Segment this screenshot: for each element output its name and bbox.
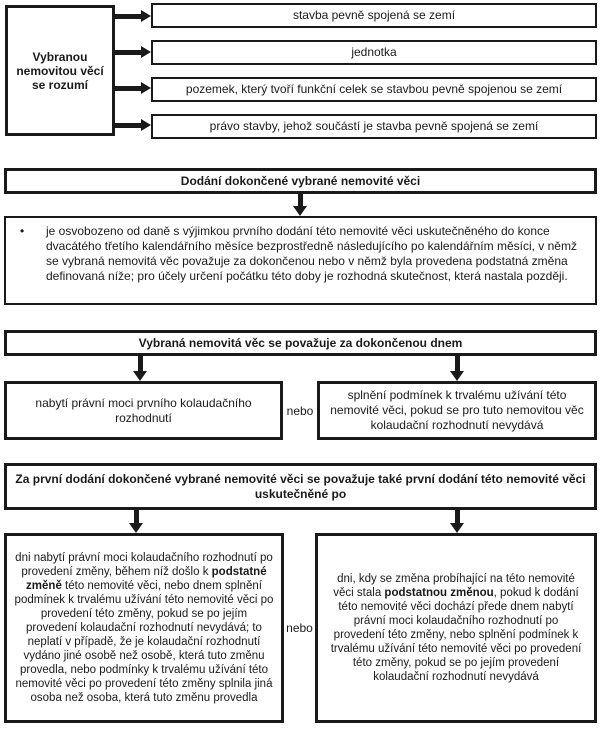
- arrow-down-icon: [129, 510, 143, 533]
- arrow-right-icon: [115, 82, 151, 94]
- arrow-down-icon: [450, 356, 464, 381]
- completion-connector: nebo: [286, 403, 314, 418]
- completion-header-box: [4, 330, 597, 356]
- first-supply-option-right-text: [328, 572, 584, 684]
- supply-detail-text: je osvobozeno od daně s výjimkou prvního dodání této nemovité věci uskutečněného do konce dvacátého třetího kalendářního měsíce bezprostředně následujícího po kalendářním měsíci, v němž se vybraná nemovitá věc považuje za dokončenou nebo v němž byla provedena podstatná změna definovaná níže; pro účely určení počátku této doby je rozhodná skutečnost, která nastala později.: [46, 224, 577, 283]
- definition-item-building-right: [151, 114, 597, 139]
- definition-item-structure: [151, 3, 597, 28]
- text-segment: dni, kdy se změna probíhající na této nemovité věci stala: [333, 573, 575, 599]
- completion-option-left-box: [4, 381, 283, 440]
- definition-item-label: pozemek, který tvoří funkční celek se stavbou pevně spojenou se zemí: [185, 82, 563, 96]
- arrow-right-icon: [115, 119, 151, 131]
- first-supply-option-left-text: [14, 551, 274, 705]
- completion-header-label: Vybraná nemovitá věc se považuje za dokončenou dnem: [138, 335, 463, 350]
- text-segment-bold: podstatnou změnou: [384, 587, 494, 599]
- text-segment: , pokud k dodání této nemovité věci dochází přede dnem nabytí právní moci kolaudačního rozhodnutí po provedení této změny, nebo splnění podmínek k trvalému užívání této nemovité věci po provedení této změny, pokud se po jejím provedení kolaudační rozhodnutí nevydává: [330, 587, 582, 683]
- definition-item-land: [151, 77, 597, 102]
- definition-item-unit: [151, 40, 597, 65]
- text-segment-bold: podstatné změně: [26, 566, 267, 592]
- supply-header-box: [4, 168, 597, 194]
- arrow-right-icon: [115, 10, 151, 22]
- definition-item-label: jednotka: [351, 45, 397, 59]
- definition-item-label: právo stavby, jehož součástí je stavba pevně spojená se zemí: [209, 119, 539, 133]
- supply-detail-box: [4, 216, 597, 305]
- completion-option-right-box: [317, 381, 597, 440]
- completion-option-right-text: splnění podmínek k trvalému užívání této nemovité věci, pokud se pro tuto nemovitou věc kolaudační rozhodnutí nevydává: [330, 388, 584, 432]
- first-supply-header-label: Za první dodání dokončené vybrané nemovité věci se považuje také první dodání této nemovité věci uskutečněné po: [15, 471, 586, 501]
- definition-source-box: [5, 5, 115, 136]
- text-segment: dni nabytí právní moci kolaudačního rozhodnutí po provedení změny, během níž došlo k: [15, 552, 273, 578]
- first-supply-connector: nebo: [286, 621, 313, 635]
- completion-option-left-text: nabytí právní moci prvního kolaudačního rozhodnutí: [35, 395, 252, 425]
- first-supply-option-right-box: [315, 533, 597, 723]
- supply-bullet-item: [20, 224, 585, 284]
- definition-source-label: Vybranou nemovitou věcí se rozumí: [16, 49, 104, 92]
- arrow-down-icon: [133, 356, 147, 381]
- first-supply-option-left-box: [4, 533, 284, 723]
- definition-item-label: stavba pevně spojená se zemí: [292, 8, 456, 22]
- arrow-down-icon: [450, 510, 464, 533]
- supply-header-label: Dodání dokončené vybrané nemovité věci: [180, 173, 421, 188]
- first-supply-header-box: [4, 463, 597, 510]
- text-segment: této nemovité věci, nebo dnem splnění podmínek k trvalému užívání této nemovité věci po provedení této změny, pokud se po jejím provedení kolaudační rozhodnutí nevydává; to neplatí v případě, že je kolaudační rozhodnutí vydáno jiné osobě než osobě, která tuto změnu provedla, nebo podmínky k trvalému užívání této nemovité věci po provedení této změny splnila jiná osoba než osoba, která tuto změnu provedla: [14, 580, 274, 704]
- bullet-icon: •: [20, 224, 25, 238]
- arrow-right-icon: [115, 46, 151, 58]
- arrow-down-icon: [293, 194, 307, 216]
